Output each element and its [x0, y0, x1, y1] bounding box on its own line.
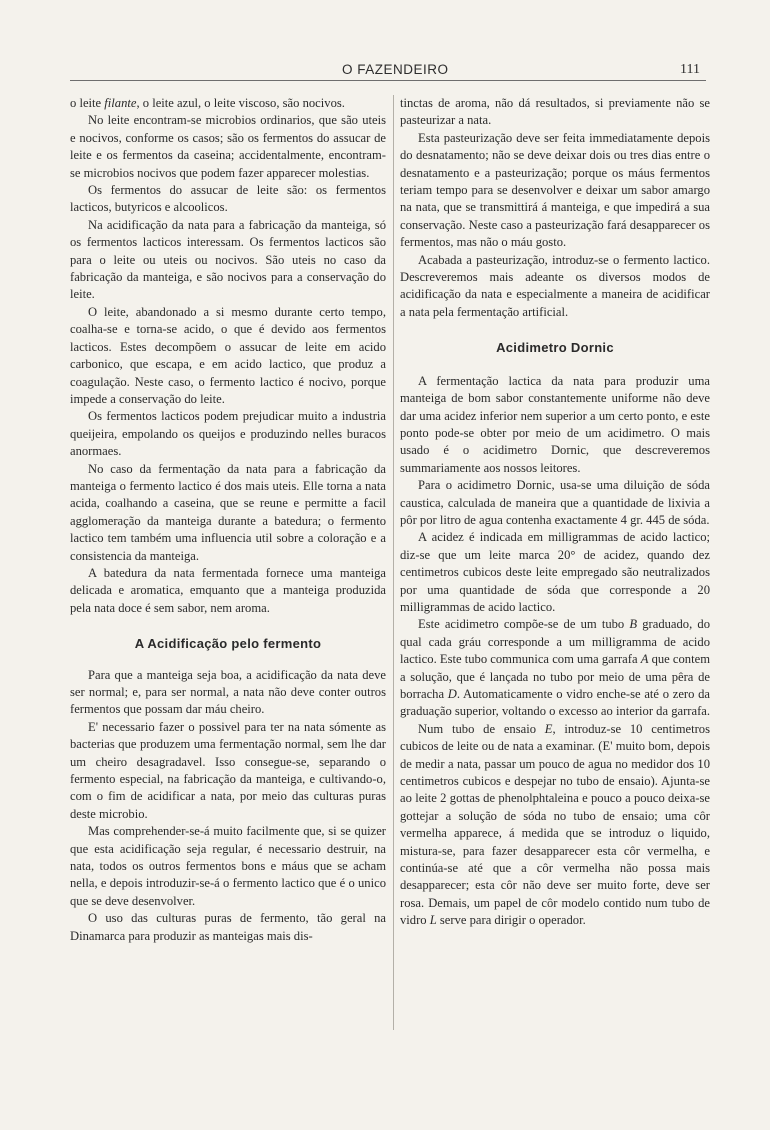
right-column: [400, 95, 710, 930]
paragraph: Este acidimetro compõe-se de um tubo B graduado, do qual cada gráu corresponde a um milligramma de acido lactico. Este tubo communica com uma garrafa A que contem a solução, que é lançada no tubo por meio de uma pêra de borracha D. Automaticamente o vidro enche-se até o zero da graduação superior, voltando o excesso ao interior da garrafa.: [400, 617, 711, 719]
column-divider: [393, 95, 394, 1030]
paragraph: A batedura da nata fermentada fornece uma manteiga delicada e aromatica, emquanto que a manteiga produzida pela nata doce é sem sabor, nem aroma.: [70, 565, 386, 615]
paragraph: Na acidificação da nata para a fabricação da manteiga, só os fermentos lacticos interessam. Os fermentos lacticos são para o leite ou uteis ou nocivos. São uteis no caso da fabricação da manteiga, e são nocivos para a conservação do leite.: [70, 217, 386, 302]
paragraph: Para que a manteiga seja boa, a acidificação da nata deve ser normal; e, para ser normal, a nata não deve conter outros fermentos que possam dar máu cheiro.: [70, 667, 386, 717]
paragraph: Para o acidimetro Dornic, usa-se uma diluição de sóda caustica, calculada de maneira que a quantidade de lixivia a pôr por litro de agua contenha exactamente 4 gr. 445 de sóda.: [400, 478, 710, 527]
left-column: [70, 95, 386, 945]
paragraph: O uso das culturas puras de fermento, tão geral na Dinamarca para produzir as manteigas mais dis-: [70, 911, 386, 943]
italic-letter: A: [640, 652, 649, 667]
paragraph: Os fermentos do assucar de leite são: os fermentos lacticos, butyricos e alcoolicos.: [70, 183, 386, 215]
paragraph: No caso da fermentação da nata para a fabricação da manteiga o fermento lactico é dos mais uteis. Elle torna a nata acida, coalhando a caseina, que se reune e permitte a facil agglomeração da manteiga durante a batedura; o fermento lactico tem também uma influencia util sobre a coloração e a consistencia da manteiga.: [70, 461, 386, 563]
paragraph: O leite, abandonado a si mesmo durante certo tempo, coalha-se e torna-se acido, o que é devido aos fermentos lacticos. Estes decompõem o assucar de leite em acido carbonico, que escapa, e em acido lactico, que produz a coagulação. Neste caso, o fermento lactico é nocivo, porque impede a conservação do leite.: [70, 304, 386, 406]
paragraph: o leite filante, o leite azul, o leite viscoso, são nocivos.: [70, 96, 345, 110]
running-header: [70, 58, 706, 81]
paragraph: E' necessario fazer o possivel para ter na nata sómente as bacterias que produzem uma fermentação normal, sem lhe dar um cheiro desagradavel. Isso consegue-se, separando o fermento especial, na fabricação da manteiga, e cultivando-o, com o fim de acidificar a nata, por meio das culturas puras deste microbio.: [70, 719, 386, 821]
paragraph: Acabada a pasteurização, introduz-se o fermento lactico. Descreveremos mais adeante os diversos modos de acidificação da nata e especialmente a maneira de acidificar a nata pela fermentação artificial.: [400, 252, 710, 319]
running-title: O FAZENDEIRO: [342, 62, 449, 77]
italic-letter: D: [447, 687, 457, 701]
paragraph: Esta pasteurização deve ser feita immediatamente depois do desnatamento; não se deve deixar dois ou tres dias entre o desnatamento e a pasteurização; porque os máus fermentos teriam tempo para se desenvolver e deixar um sabor amargo na nata, que se transmittirá á manteiga, e que impedirá a sua conservação. Neste caso a pasteurização fará desapparecer os fermentos, mas não o máu gosto.: [400, 130, 710, 250]
page-number: 111: [680, 62, 700, 77]
section-heading-acidificacao: A Acidificação pelo fermento: [134, 636, 322, 652]
paragraph: A fermentação lactica da nata para produzir uma manteiga de bom sabor constantemente uniforme não deve dar uma acidez inferior nem superior a um certo ponto, e este ponto pode-se obter por meio de um acidimetro. O mais usado é o acidimetro Dornic, que descreveremos summariamente aos nossos leitores.: [400, 373, 710, 475]
paragraph: Os fermentos lacticos podem prejudicar muito a industria queijeira, empolando os queijos e produzindo nelles buracos anormaes.: [70, 409, 386, 459]
paragraph: No leite encontram-se microbios ordinarios, que são uteis e nocivos, conforme os casos; são os fermentos do assucar de leite e os fermentos da caseina; accidentalmente, encontram-se microbios nocivos que podem fazer apparecer molestias.: [70, 113, 386, 180]
paragraph: tinctas de aroma, não dá resultados, si previamente não se pasteurizar a nata.: [400, 96, 710, 128]
italic-letter: L: [429, 913, 437, 928]
italic-term: filante: [104, 96, 137, 110]
paragraph: A acidez é indicada em milligrammas de acido lactico; diz-se que um leite marca 20° de acidez, quando dez centimetros cubicos deste leite empregado são neutralizados por uma quantidade de sóda que corresponde a 20 milligrammas de acido lactico.: [400, 530, 710, 614]
italic-letter: E: [544, 721, 553, 736]
paragraph: Num tubo de ensaio E, introduz-se 10 centimetros cubicos de leite ou de nata a examinar. (E' muito bom, depois de medir a nata, passar um pouco de agua no medidor dos 10 centimetros cubicos e despejar no tubo de ensaio). Ajunta-se ao leite 2 gottas de phenolphtaleina e pouco a pouco deixa-se gottejar a solução de sóda no tubo de ensaio; uma côr vermelha apparece, á medida que se introduz o liquido, mistura-se, para fazer desapparecer esta côr vermelha, e continúa-se até que a côr vermelha não possa mais desapparecer; esta côr não deve ser muito forte, deve ser rosa. Demais, um papel de côr modelo contido num tubo de vidro L serve para dirigir o operador.: [400, 721, 711, 928]
section-heading-acidimetro: Acidimetro Dornic: [496, 340, 614, 356]
italic-letter: B: [629, 617, 638, 632]
paragraph: Mas comprehender-se-á muito facilmente que, si se quizer que esta acidificação seja regular, é necessario destruir, na nata, todos os outros fermentos bons e máus que se acham nella, e depois introduzir-se-á o fermento lactico que é o unico que se deve desenvolver.: [70, 824, 386, 908]
